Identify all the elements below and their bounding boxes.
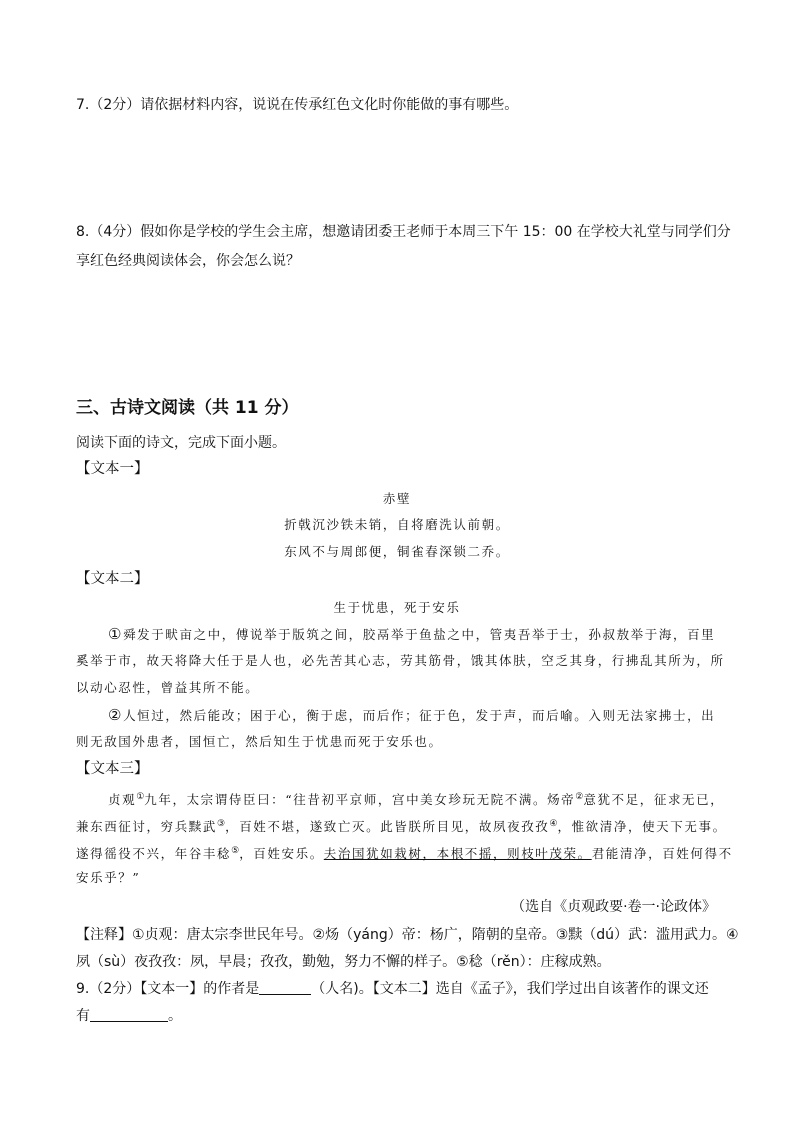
text-2-paragraph-1-line-3: 以动心忍性，曾益其所不能。 xyxy=(76,680,260,695)
note-ref: ① xyxy=(136,792,145,802)
text-2-label: 【文本二】 xyxy=(76,571,149,587)
question-9-text-c: 有 xyxy=(76,1008,90,1024)
notes-line-2: 夙（sù）夜孜孜：夙，早晨；孜孜，勤勉，努力不懈的样子。⑤稔（rěn）：庄稼成熟。 xyxy=(76,954,611,970)
text-2-paragraph-1-line-2: 奚举于市，故天将降大任于是人也，必先苦其心志，劳其筋骨，饿其体肤，空乏其身，行拂乱其所为，所 xyxy=(76,653,725,668)
question-9-text-d: 。 xyxy=(168,1008,182,1024)
poem-line-1: 折戟沉沙铁未销，自将磨洗认前朝。 xyxy=(284,517,510,532)
poem-line-2: 东风不与周郎便，铜雀春深锁二乔。 xyxy=(284,544,510,559)
underlined-sentence: 夫治国犹如栽树，本根不摇，则枝叶茂荣。 xyxy=(323,846,592,862)
question-9-text-a: 9.（2分）【文本一】的作者是 xyxy=(76,981,260,997)
text-3-line-1 xyxy=(108,787,724,810)
poem-title: 赤壁 xyxy=(382,491,412,506)
text-3-l2-a: 兼东西征讨，穷兵黩武 xyxy=(76,819,218,835)
text-2-paragraph-2-line-2: 则无敌国外患者，国恒亡，然后知生于忧患而死于安乐也。 xyxy=(76,734,443,749)
text-3-l2-c: ，惟欲清净，使天下无事。 xyxy=(557,819,727,835)
text-3-label: 【文本三】 xyxy=(76,761,149,777)
text-2-p2-l1: 人恒过，然后能改；困于心，衡于虑，而后作；征于色，发于声，而后喻。入则无法家拂士，出 xyxy=(123,708,716,723)
text-2-title: 生于忧患，死于安乐 xyxy=(333,600,461,615)
text-3-l3-b: ，百姓安乐。 xyxy=(239,846,324,862)
question-8-line-2: 享红色经典阅读体会，你会怎么说？ xyxy=(76,253,300,269)
note-ref: ③ xyxy=(217,819,226,829)
text-3-line-3 xyxy=(76,841,733,864)
question-8-line-1: 8.（4分）假如你是学校的学生会主席，想邀请团委王老师于本周三下午 15：00 在学校大礼堂与同学们分 xyxy=(76,224,731,240)
question-9-line-2 xyxy=(76,1006,182,1026)
question-9-text-b: （人名)。【文本二】选自《孟子》，我们学过出自该著作的课文还 xyxy=(311,981,709,997)
section-3-instruction: 阅读下面的诗文，完成下面小题。 xyxy=(76,435,286,451)
text-3-l2-b: ，百姓不堪，遂致亡灭。此皆朕所目见，故夙夜孜孜 xyxy=(225,819,550,835)
text-2-p1-l1: 舜发于畎亩之中，傅说举于版筑之间，胶鬲举于鱼盐之中，管夷吾举于士，孙叔敖举于海，百里 xyxy=(123,627,716,642)
notes-line-1: 【注释】①贞观：唐太宗李世民年号。②炀（yáng）帝：杨广，隋朝的皇帝。③黩（dú）武：滥用武力。④ xyxy=(76,927,739,943)
answer-blank-author[interactable] xyxy=(259,980,311,995)
text-3-l3-a: 遂得徭役不兴，年谷丰稔 xyxy=(76,846,232,862)
question-9-line-1 xyxy=(76,979,709,999)
text-1-label: 【文本一】 xyxy=(76,461,149,477)
text-3-line-4: 安乐乎？” xyxy=(76,870,141,885)
paragraph-number: ② xyxy=(108,706,124,724)
text-3-source: （选自《贞观政要·卷一·论政体》 xyxy=(511,899,716,915)
paragraph-number: ① xyxy=(108,625,124,643)
question-7: 7.（2分）请依据材料内容，说说在传承红色文化时你能做的事有哪些。 xyxy=(76,97,519,113)
text-3-l1-a: 贞观 xyxy=(108,792,137,808)
text-3-l1-b: 九年，太宗谓侍臣曰：“往昔初平京师，宫中美女珍玩无院不满。炀帝 xyxy=(144,792,576,808)
text-3-l1-c: 意犹不足，征求无已， xyxy=(583,792,725,808)
answer-blank-text[interactable] xyxy=(90,1007,168,1022)
note-ref: ② xyxy=(575,792,584,802)
note-ref: ⑤ xyxy=(231,846,240,856)
text-2-paragraph-1-line-1 xyxy=(108,624,715,645)
text-2-paragraph-2-line-1 xyxy=(108,705,715,726)
text-3-l3-c: 君能清净，百姓何得不 xyxy=(591,846,733,862)
section-3-title: 三、古诗文阅读（共 11 分） xyxy=(76,398,299,418)
note-ref: ④ xyxy=(549,819,558,829)
text-3-line-2 xyxy=(76,814,727,837)
